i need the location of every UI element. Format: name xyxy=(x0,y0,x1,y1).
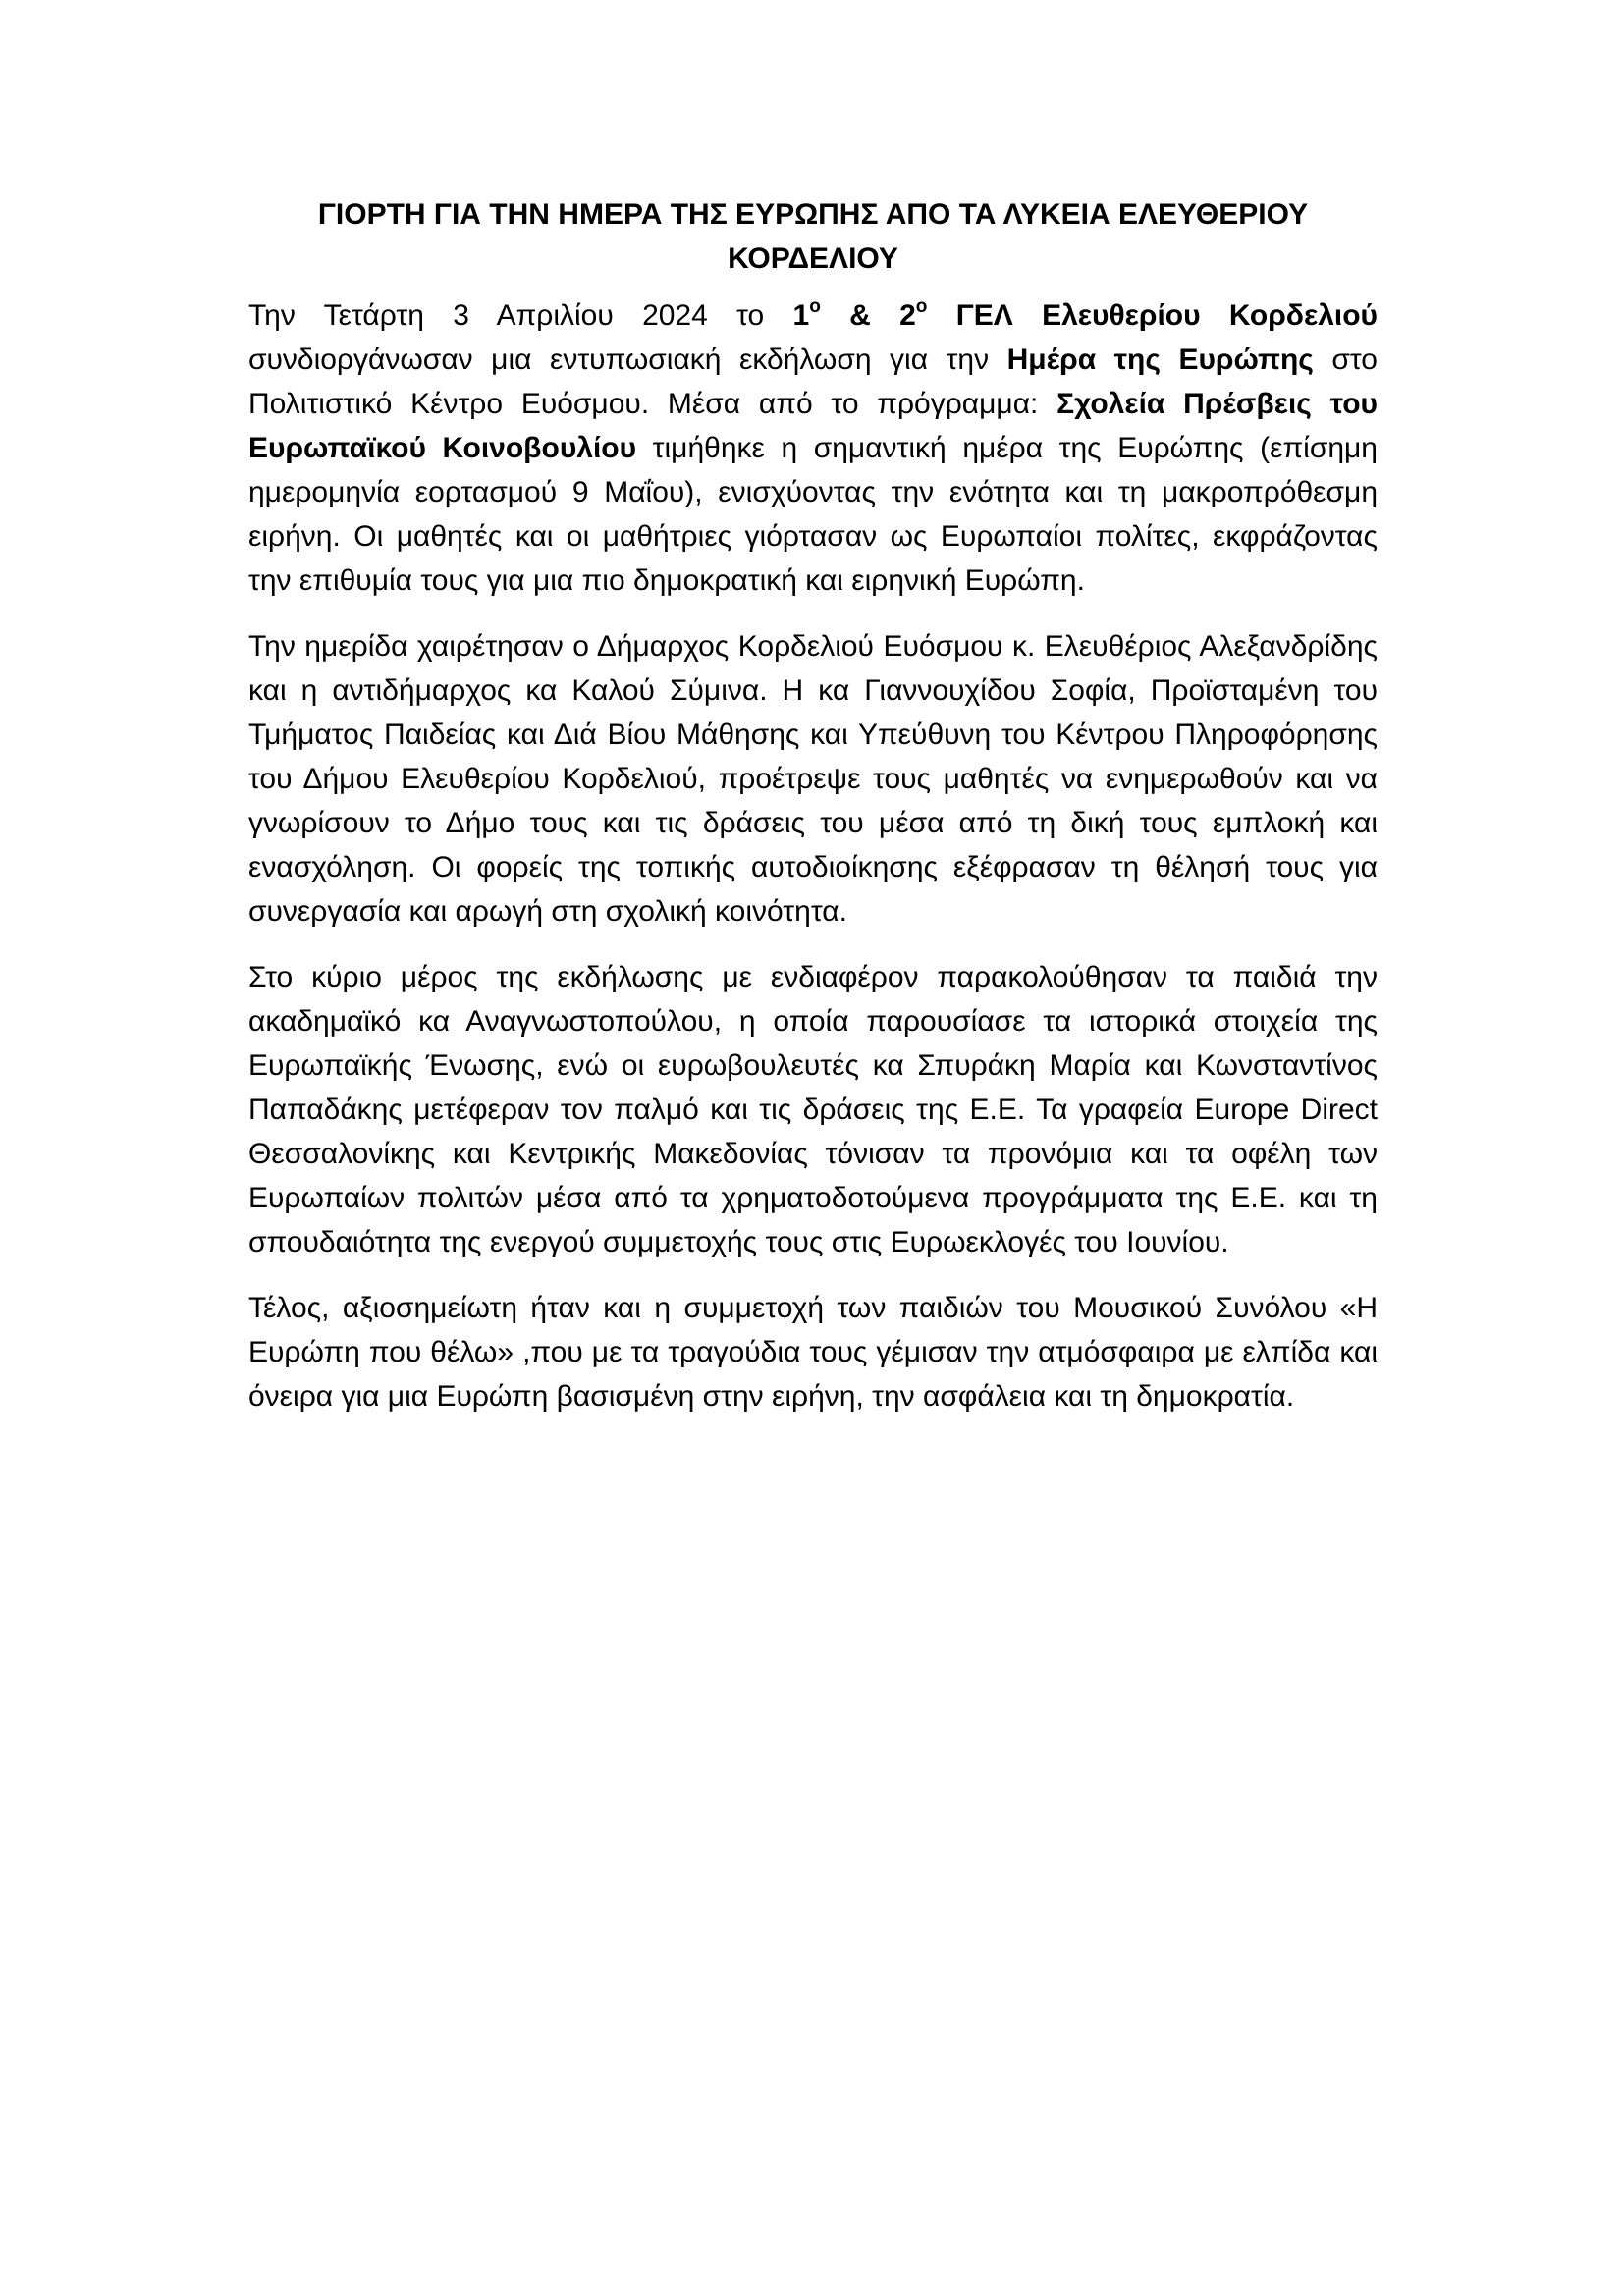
paragraph-1-text-d: τιμήθηκε η σημαντική ημέρα της Ευρώπης (επίσημη ημερομηνία εορτασμού 9 Μαΐου), ενισχύοντας την ενότητα και τη μακροπρόθεσμη ειρήνη. Οι μαθητές και οι μαθήτριες γιόρτασαν ως Ευρωπαίοι πολίτες, εκφράζοντας την επιθυμία τους για μια πιο δημοκρατική και ειρηνική Ευρώπη. xyxy=(248,432,1378,597)
paragraph-1-text-a: Την Τετάρτη 3 Απριλίου 2024 το xyxy=(248,299,793,332)
paragraph-2: Την ημερίδα χαιρέτησαν ο Δήμαρχος Κορδελιού Ευόσμου κ. Ελευθέριος Αλεξανδρίδης και η αντιδήμαρχος κα Καλού Σύμινα. Η κα Γιαννουχίδου Σοφία, Προϊσταμένη του Τμήματος Παιδείας και Διά Βίου Μάθησης και Υπεύθυνη του Κέντρου Πληροφόρησης του Δήμου Ελευθερίου Κορδελιού, προέτρεψε τους μαθητές να ενημερωθούν και να γνωρίσουν το Δήμο τους και τις δράσεις του μέσα από τη δική τους εμπλοκή και ενασχόληση. Οι φορείς της τοπικής αυτοδιοίκησης εξέφρασαν τη θέλησή τους για συνεργασία και αρωγή στη σχολική κοινότητα. xyxy=(248,630,1378,928)
document-body xyxy=(248,192,1378,1440)
document-title: ΓΙΟΡΤΗ ΓΙΑ ΤΗΝ ΗΜΕΡΑ ΤΗΣ ΕΥΡΩΠΗΣ ΑΠΟ ΤΑ ΛΥΚΕΙΑ ΕΛΕΥΘΕΡΙΟΥ ΚΟΡΔΕΛΙΟΥ xyxy=(317,198,1309,275)
paragraph-3: Στο κύριο μέρος της εκδήλωσης με ενδιαφέρον παρακολούθησαν τα παιδιά την ακαδημαϊκό κα Αναγνωστοπούλου, η οποία παρουσίασε τα ιστορικά στοιχεία της Ευρωπαϊκής Ένωσης, ενώ οι ευρωβουλευτές κα Σπυράκη Μαρία και Κωνσταντίνος Παπαδάκης μετέφεραν τον παλμό και τις δράσεις της Ε.Ε. Τα γραφεία Europe Direct Θεσσαλονίκης και Κεντρικής Μακεδονίας τόνισαν τα προνόμια και τα οφέλη των Ευρωπαίων πολιτών μέσα από τα χρηματοδοτούμενα προγράμματα της Ε.Ε. και τη σπουδαιότητα της ενεργού συμμετοχής τους στις Ευρωεκλογές του Ιουνίου. xyxy=(248,961,1378,1258)
europe-day-phrase: Ημέρα της Ευρώπης xyxy=(1006,344,1314,376)
paragraph-1-text-c: στο Πολιτιστικό Κέντρο Ευόσμου. Μέσα από το πρόγραμμα: xyxy=(248,344,1378,420)
program-name: Σχολεία Πρέσβεις του Ευρωπαϊκού Κοινοβουλίου xyxy=(248,388,1378,464)
schools-name: $1^o$ & $2^o$ ΓΕΛ Ελευθερίου Κορδελιού xyxy=(792,296,1379,332)
paragraph-1 xyxy=(248,294,1378,603)
paragraph-1-text-b: συνδιοργάνωσαν μια εντυπωσιακή εκδήλωση για την xyxy=(248,344,1007,376)
paragraph-4: Τέλος, αξιοσημείωτη ήταν και η συμμετοχή των παιδιών του Μουσικού Συνόλου «Η Ευρώπη που θέλω» ,που με τα τραγούδια τους γέμισαν την ατμόσφαιρα με ελπίδα και όνειρα για μια Ευρώπη βασισμένη στην ειρήνη, την ασφάλεια και τη δημοκρατία. xyxy=(248,1292,1378,1413)
